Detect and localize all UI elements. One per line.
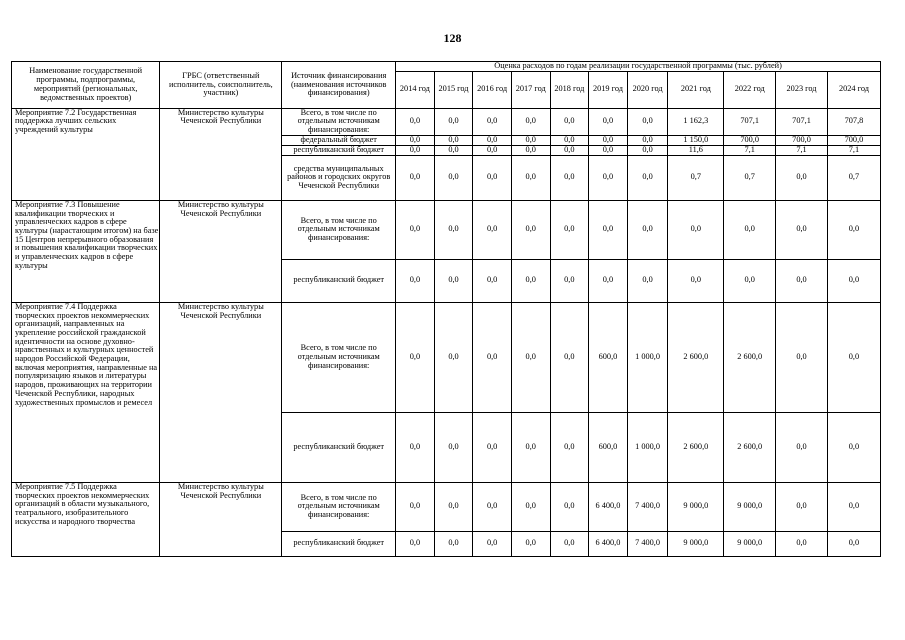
value-cell: 0,0 — [550, 302, 589, 412]
value-cell: 7,1 — [827, 145, 880, 155]
value-cell: 0,0 — [627, 155, 668, 200]
value-cell: 0,0 — [776, 200, 828, 259]
value-cell: 0,0 — [396, 412, 435, 482]
value-cell: 0,0 — [724, 200, 776, 259]
value-cell: 0,7 — [668, 155, 724, 200]
value-cell: 0,0 — [473, 135, 512, 145]
header-grbs: ГРБС (ответственный исполнитель, соисполнитель, участник) — [160, 62, 282, 109]
value-cell: 0,0 — [511, 302, 550, 412]
page-number: 128 — [443, 31, 462, 45]
funding-source: республиканский бюджет — [282, 412, 396, 482]
value-cell: 0,0 — [473, 155, 512, 200]
value-cell: 0,0 — [589, 200, 628, 259]
funding-source: Всего, в том числе по отдельным источникам финансирования: — [282, 482, 396, 531]
budget-table-body — [12, 108, 881, 556]
value-cell: 1 162,3 — [668, 108, 724, 135]
header-year: 2021 год — [668, 71, 724, 108]
header-year: 2020 год — [627, 71, 668, 108]
value-cell: 7 400,0 — [627, 531, 668, 556]
value-cell: 1 000,0 — [627, 412, 668, 482]
value-cell: 0,0 — [550, 108, 589, 135]
header-year: 2023 год — [776, 71, 828, 108]
value-cell: 9 000,0 — [668, 531, 724, 556]
funding-source: федеральный бюджет — [282, 135, 396, 145]
value-cell: 0,0 — [776, 302, 828, 412]
table-row — [12, 200, 881, 259]
value-cell: 0,0 — [589, 259, 628, 302]
value-cell: 7 400,0 — [627, 482, 668, 531]
value-cell: 0,0 — [473, 145, 512, 155]
value-cell: 0,0 — [511, 200, 550, 259]
value-cell: 0,0 — [511, 155, 550, 200]
value-cell: 2 600,0 — [724, 302, 776, 412]
value-cell: 0,0 — [396, 482, 435, 531]
value-cell: 0,0 — [827, 531, 880, 556]
value-cell: 0,0 — [434, 135, 473, 145]
value-cell: 0,0 — [434, 412, 473, 482]
value-cell: 0,0 — [434, 302, 473, 412]
value-cell: 0,0 — [627, 200, 668, 259]
value-cell: 0,0 — [511, 482, 550, 531]
value-cell: 0,0 — [827, 200, 880, 259]
value-cell: 0,0 — [589, 108, 628, 135]
measure-name: Мероприятие 7.3 Повышение квалификации творческих и управленческих кадров в сфере культуры (нарастающим итогом) на базе 15 Центров непрерывного образования и повышения квалификации творческих и управленческих кадров в сфере культуры — [12, 200, 160, 302]
value-cell: 0,0 — [473, 531, 512, 556]
header-estimate: Оценка расходов по годам реализации государственной программы (тыс. рублей) — [396, 62, 881, 72]
value-cell: 707,8 — [827, 108, 880, 135]
value-cell: 0,0 — [776, 482, 828, 531]
value-cell: 0,0 — [589, 155, 628, 200]
value-cell: 0,0 — [511, 108, 550, 135]
value-cell: 707,1 — [776, 108, 828, 135]
value-cell: 0,0 — [396, 135, 435, 145]
value-cell: 600,0 — [589, 412, 628, 482]
funding-source: Всего, в том числе по отдельным источникам финансирования: — [282, 200, 396, 259]
header-year: 2017 год — [511, 71, 550, 108]
funding-source: Всего, в том числе по отдельным источникам финансирования: — [282, 108, 396, 135]
value-cell: 11,6 — [668, 145, 724, 155]
value-cell: 0,0 — [396, 108, 435, 135]
value-cell: 0,0 — [511, 145, 550, 155]
value-cell: 707,1 — [724, 108, 776, 135]
header-year: 2024 год — [827, 71, 880, 108]
measure-name: Мероприятие 7.5 Поддержка творческих проектов некоммерческих организаций в области музыкального, театрального, изобразительного искусства и народного творчества — [12, 482, 160, 556]
value-cell: 1 150,0 — [668, 135, 724, 145]
value-cell: 0,0 — [589, 145, 628, 155]
value-cell: 6 400,0 — [589, 531, 628, 556]
value-cell: 0,0 — [827, 302, 880, 412]
value-cell: 0,0 — [627, 135, 668, 145]
value-cell: 600,0 — [589, 302, 628, 412]
header-year: 2019 год — [589, 71, 628, 108]
measure-grbs: Министерство культуры Чеченской Республики — [160, 482, 282, 556]
value-cell: 0,0 — [434, 155, 473, 200]
value-cell: 9 000,0 — [668, 482, 724, 531]
value-cell: 0,0 — [434, 259, 473, 302]
value-cell: 0,0 — [550, 259, 589, 302]
value-cell: 0,0 — [627, 108, 668, 135]
funding-source: Всего, в том числе по отдельным источникам финансирования: — [282, 302, 396, 412]
value-cell: 700,0 — [776, 135, 828, 145]
value-cell: 0,0 — [434, 108, 473, 135]
header-row-1 — [12, 62, 881, 72]
value-cell: 0,0 — [550, 155, 589, 200]
value-cell: 0,0 — [511, 412, 550, 482]
value-cell: 0,0 — [627, 145, 668, 155]
table-row — [12, 302, 881, 412]
header-source: Источник финансирования (наименования источников финансирования) — [282, 62, 396, 109]
value-cell: 0,0 — [473, 108, 512, 135]
value-cell: 0,0 — [473, 412, 512, 482]
value-cell: 0,0 — [827, 259, 880, 302]
value-cell: 1 000,0 — [627, 302, 668, 412]
value-cell: 0,0 — [473, 259, 512, 302]
budget-table — [11, 61, 881, 557]
value-cell: 700,0 — [724, 135, 776, 145]
value-cell: 0,0 — [473, 200, 512, 259]
value-cell: 2 600,0 — [724, 412, 776, 482]
value-cell: 9 000,0 — [724, 482, 776, 531]
value-cell: 0,0 — [434, 200, 473, 259]
measure-name: Мероприятие 7.4 Поддержка творческих проектов некоммерческих организаций, направленных на укрепление российской гражданской идентичности на основе духовно-нравственных и культурных ценностей народов Российской Федерации, включая мероприятия, направленные на популяризацию языков и литературы народов, проживающих на территории Чеченской Республики, народных художественных промыслов и ремесел — [12, 302, 160, 482]
value-cell: 0,0 — [434, 531, 473, 556]
header-year: 2022 год — [724, 71, 776, 108]
value-cell: 0,0 — [473, 302, 512, 412]
value-cell: 0,0 — [550, 482, 589, 531]
value-cell: 0,0 — [396, 155, 435, 200]
value-cell: 0,0 — [473, 482, 512, 531]
measure-grbs: Министерство культуры Чеченской Республики — [160, 200, 282, 302]
value-cell: 0,0 — [550, 531, 589, 556]
value-cell: 0,0 — [668, 200, 724, 259]
value-cell: 0,0 — [434, 145, 473, 155]
value-cell: 0,0 — [396, 259, 435, 302]
value-cell: 0,0 — [627, 259, 668, 302]
value-cell: 0,0 — [776, 155, 828, 200]
value-cell: 7,1 — [776, 145, 828, 155]
value-cell: 0,0 — [396, 200, 435, 259]
value-cell: 7,1 — [724, 145, 776, 155]
table-row — [12, 482, 881, 531]
header-year: 2016 год — [473, 71, 512, 108]
value-cell: 700,0 — [827, 135, 880, 145]
value-cell: 0,0 — [396, 145, 435, 155]
value-cell: 0,0 — [550, 145, 589, 155]
value-cell: 0,0 — [827, 412, 880, 482]
value-cell: 0,0 — [668, 259, 724, 302]
value-cell: 0,0 — [550, 135, 589, 145]
value-cell: 0,0 — [776, 412, 828, 482]
value-cell: 0,7 — [827, 155, 880, 200]
value-cell: 0,0 — [396, 531, 435, 556]
measure-name: Мероприятие 7.2 Государственная поддержка лучших сельских учреждений культуры — [12, 108, 160, 200]
value-cell: 0,0 — [511, 135, 550, 145]
value-cell: 0,0 — [434, 482, 473, 531]
funding-source: республиканский бюджет — [282, 531, 396, 556]
value-cell: 0,0 — [589, 135, 628, 145]
value-cell: 2 600,0 — [668, 302, 724, 412]
funding-source: республиканский бюджет — [282, 145, 396, 155]
value-cell: 6 400,0 — [589, 482, 628, 531]
value-cell: 0,0 — [550, 412, 589, 482]
table-row — [12, 108, 881, 135]
funding-source: средства муниципальных районов и городских округов Чеченской Республики — [282, 155, 396, 200]
header-year: 2014 год — [396, 71, 435, 108]
value-cell: 0,0 — [724, 259, 776, 302]
funding-source: республиканский бюджет — [282, 259, 396, 302]
value-cell: 0,0 — [550, 200, 589, 259]
value-cell: 0,0 — [396, 302, 435, 412]
value-cell: 0,0 — [511, 259, 550, 302]
header-year: 2018 год — [550, 71, 589, 108]
value-cell: 0,0 — [511, 531, 550, 556]
measure-grbs: Министерство культуры Чеченской Республики — [160, 302, 282, 482]
value-cell: 9 000,0 — [724, 531, 776, 556]
value-cell: 0,0 — [827, 482, 880, 531]
header-year: 2015 год — [434, 71, 473, 108]
measure-grbs: Министерство культуры Чеченской Республики — [160, 108, 282, 200]
value-cell: 0,0 — [776, 259, 828, 302]
header-name: Наименование государственной программы, подпрограммы, мероприятий (региональных, ведомственных проектов) — [12, 62, 160, 109]
value-cell: 2 600,0 — [668, 412, 724, 482]
value-cell: 0,7 — [724, 155, 776, 200]
value-cell: 0,0 — [776, 531, 828, 556]
